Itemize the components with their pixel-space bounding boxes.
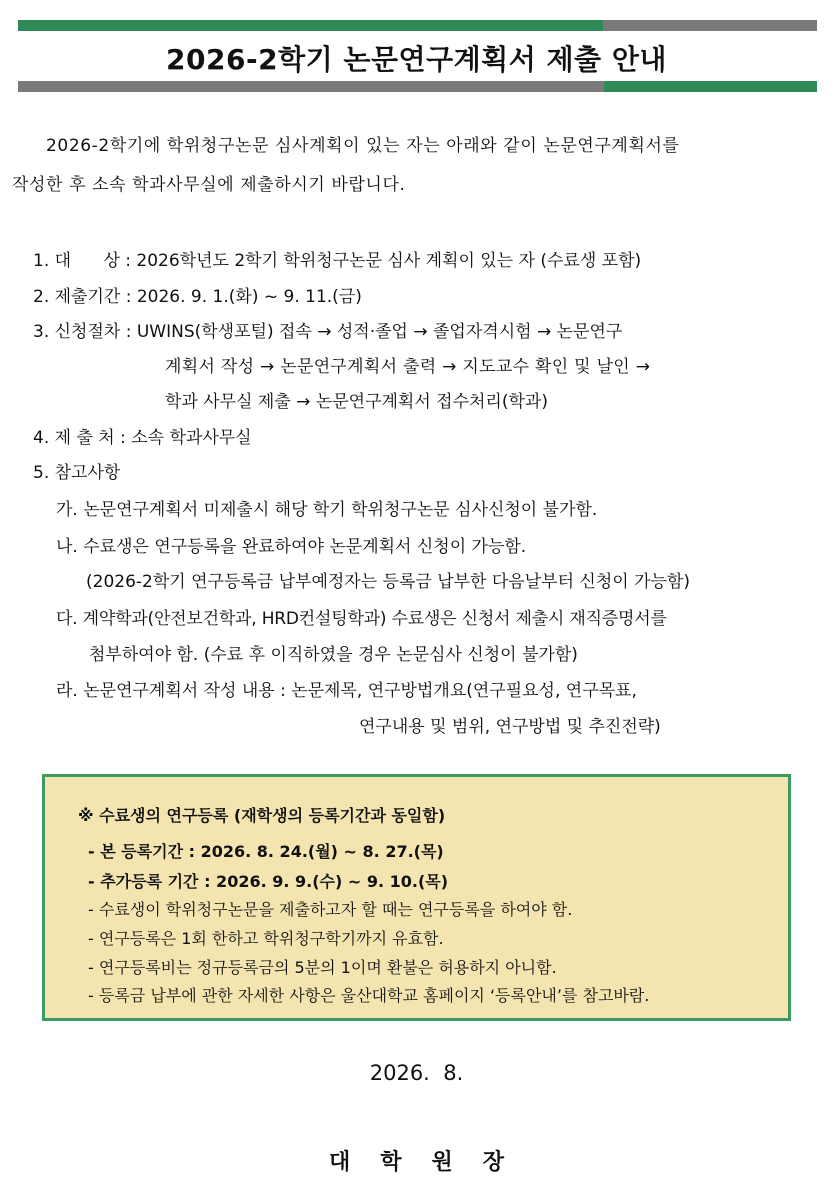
notice-line-6: - 등록금 납부에 관한 자세한 사항은 울산대학교 홈페이지 ‘등록안내’를 참고바람. [88, 986, 650, 1005]
notice-line-4: - 연구등록은 1회 한하고 학위청구학기까지 유효함. [88, 929, 444, 948]
notice-line-5: - 연구등록비는 정규등록금의 5분의 1이며 환불은 허용하지 아니함. [88, 958, 557, 977]
notice-line-3: - 수료생이 학위청구논문을 제출하고자 할 때는 연구등록을 하여야 함. [88, 900, 573, 919]
item-period: 2. 제출기간 : 2026. 9. 1.(화) ~ 9. 11.(금) [33, 287, 362, 307]
page-title: 2026-2학기 논문연구계획서 제출 안내 [166, 43, 667, 76]
notice-heading: ※ 수료생의 연구등록 (재학생의 등록기간과 동일함) [78, 806, 446, 825]
notice-extra-period: - 추가등록 기간 : 2026. 9. 9.(수) ~ 9. 10.(목) [88, 872, 449, 891]
note-na: 나. 수료생은 연구등록을 완료하여야 논문계획서 신청이 가능함. [56, 537, 527, 557]
item-procedure-cont-2: 학과 사무실 제출 → 논문연구계획서 접수처리(학과) [165, 392, 548, 412]
item-procedure-cont-1: 계획서 작성 → 논문연구계획서 출력 → 지도교수 확인 및 날인 → [165, 357, 651, 377]
note-ra-detail: 연구내용 및 범위, 연구방법 및 추진전략) [359, 717, 661, 737]
registration-notice-box [42, 774, 791, 1021]
issue-date: 2026. 8. [369, 1061, 464, 1085]
intro-line-2: 작성한 후 소속 학과사무실에 제출하시기 바랍니다. [12, 175, 406, 195]
note-da-detail: 첨부하여야 함. (수료 후 이직하였을 경우 논문심사 신청이 불가함) [89, 645, 578, 665]
footer-bar-green [604, 81, 817, 92]
note-da: 다. 계약학과(안전보건학과, HRD컨설팅학과) 수료생은 신청서 제출시 재직증명서를 [56, 609, 667, 629]
item-target: 1. 대 상 : 2026학년도 2학기 학위청구논문 심사 계획이 있는 자 (수료생 포함) [33, 251, 642, 271]
notice-main-period: - 본 등록기간 : 2026. 8. 24.(월) ~ 8. 27.(목) [88, 842, 444, 861]
intro-line-1: 2026-2학기에 학위청구논문 심사계획이 있는 자는 아래와 같이 논문연구계획서를 [46, 136, 680, 156]
note-ra: 라. 논문연구계획서 작성 내용 : 논문제목, 연구방법개요(연구필요성, 연구목표, [56, 681, 637, 701]
item-procedure: 3. 신청절차 : UWINS(학생포털) 접속 → 성적·졸업 → 졸업자격시험 → 논문연구 [33, 322, 623, 342]
footer-bar-gray [18, 81, 604, 92]
item-notes: 5. 참고사항 [33, 463, 121, 483]
header-bar-green [18, 20, 603, 31]
signature: 대학원장 [328, 1150, 534, 1175]
note-na-detail: (2026-2학기 연구등록금 납부예정자는 등록금 납부한 다음날부터 신청이 가능함) [86, 572, 690, 592]
header-bar-gray [603, 20, 817, 31]
item-office: 4. 제 출 처 : 소속 학과사무실 [33, 428, 252, 448]
note-ga: 가. 논문연구계획서 미제출시 해당 학기 학위청구논문 심사신청이 불가함. [56, 500, 598, 520]
